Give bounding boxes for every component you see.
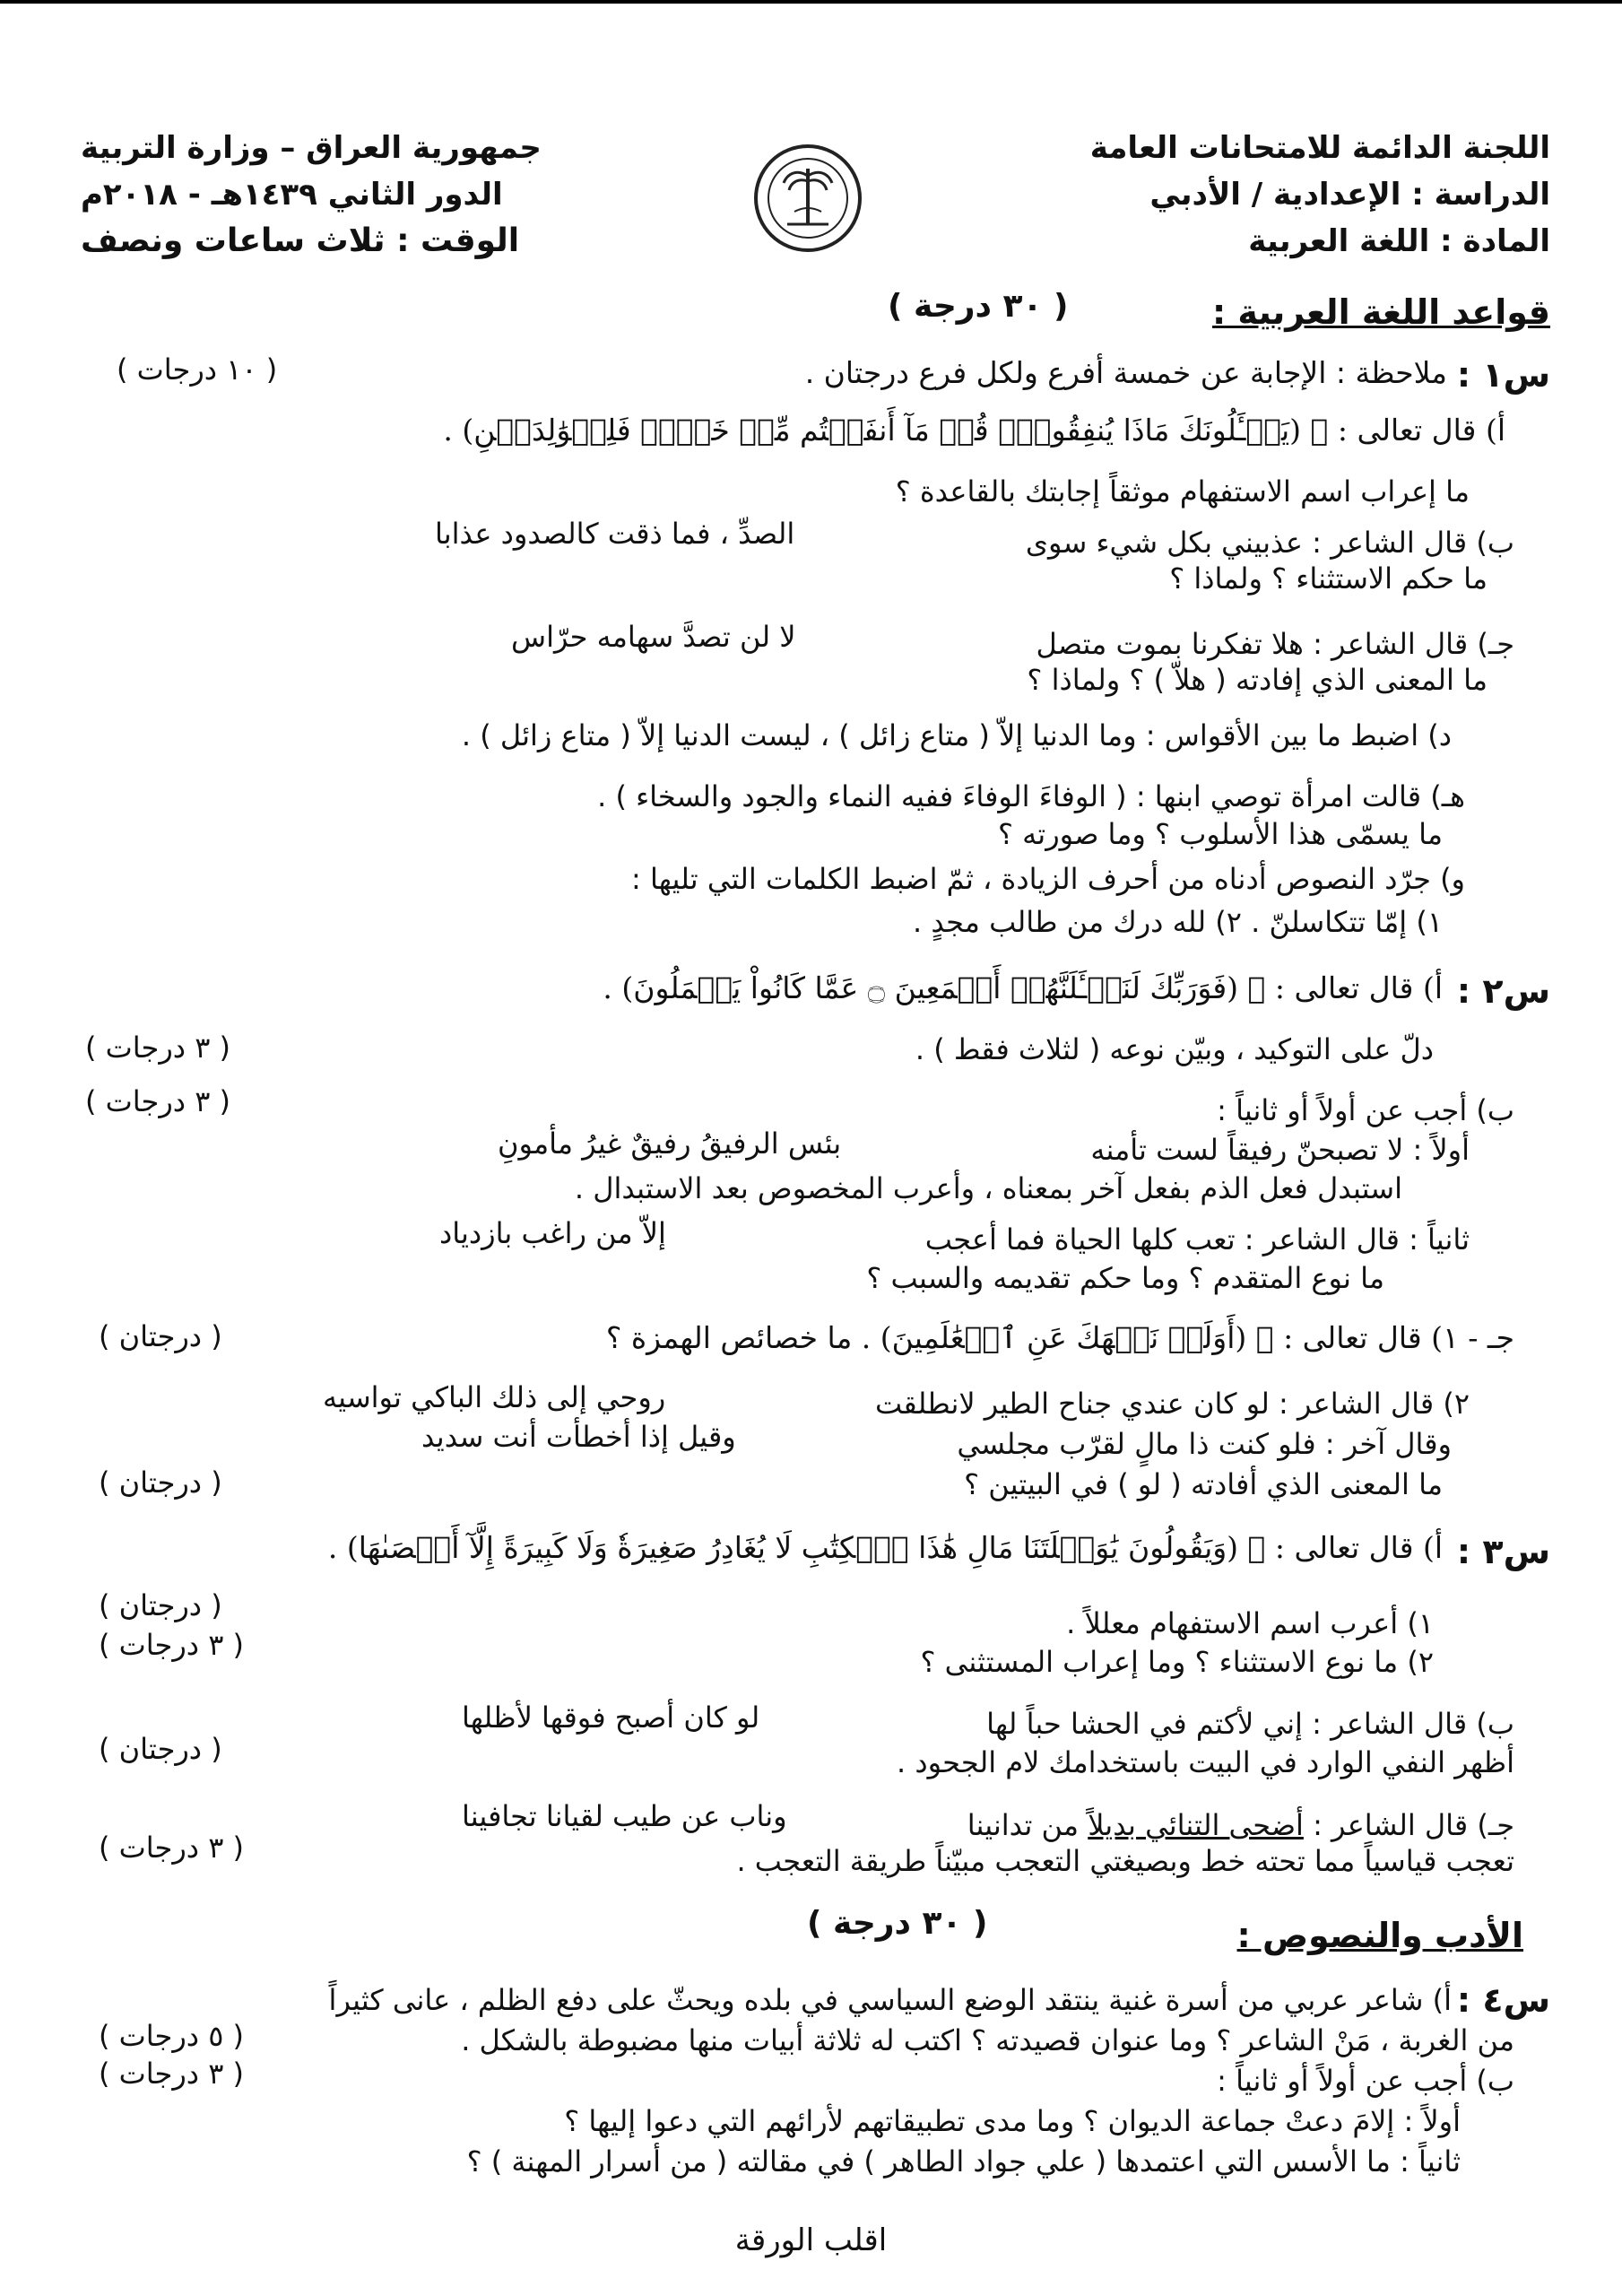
q1-e-text: هـ) قالت امرأة توصي ابنها : ( الوفاءَ الوفاءَ ففيه النماء والجود والسخاء ) . xyxy=(597,779,1465,813)
q3-c-verse xyxy=(967,1807,1514,1843)
q4-a-text: أ) شاعر عربي من أسرة غنية ينتقد الوضع السياسي في بلده ويحثّ على دفع الظلم ، عانى كثيراً xyxy=(328,1983,1452,2017)
q1-a-question: ما إعراب اسم الاستفهام موثقاً إجابتك بالقاعدة ؟ xyxy=(895,474,1470,509)
q3-c-intro: جـ) قال الشاعر : xyxy=(1313,1808,1514,1842)
subject: المادة : اللغة العربية xyxy=(1248,223,1550,259)
q4-label: س٤ : xyxy=(1456,1980,1550,2020)
q1-f-instruction: و) جرّد النصوص أدناه من أحرف الزيادة ، ثمّ اضبط الكلمات التي تليها : xyxy=(631,862,1465,896)
q3-a-verse: أ) قال تعالى : ﷻ (وَيَقُولُونَ يَٰوَيۡلَتَنَا مَالِ هَٰذَا ٱلۡكِتَٰبِ لَا يُغَادِرُ صَغِيرَةٗ وَلَا كَبِيرَةً إِلَّآ أَحۡصَىٰهَا) . xyxy=(327,1530,1443,1565)
ministry-seal-icon xyxy=(751,142,864,255)
committee-name: اللجنة الدائمة للامتحانات العامة xyxy=(1089,130,1550,166)
section-grammar-title: قواعد اللغة العربية : xyxy=(1211,292,1550,332)
turn-page-note: اقلب الورقة xyxy=(734,2222,888,2258)
q2-b-marks: ( ٣ درجات ) xyxy=(85,1084,231,1118)
q1-b-verse-first: ب) قال الشاعر : عذبيني بكل شيء سوى xyxy=(1025,526,1514,560)
q2-a-verse: أ) قال تعالى : ﷻ (فَوَرَبِّكَ لَنَسۡـَٔلَنَّهُمۡ أَجۡمَعِينَ ۝ عَمَّا كَانُواْ يَعۡمَلُونَ) . xyxy=(603,970,1443,1005)
q4-b-first: أولاً : إلامَ دعتْ جماعة الديوان ؟ وما مدى تطبيقاتهم لأرائهم التي دعوا إليها ؟ xyxy=(564,2104,1461,2138)
q2-c4-question: ما المعنى الذي أفادته ( لو ) في البيتين ؟ xyxy=(964,1467,1443,1501)
q1-b-question: ما حكم الاستثناء ؟ ولماذا ؟ xyxy=(1169,561,1488,596)
q1-a-verse: أ) قال تعالى : ﷻ (يَسۡـَٔلُونَكَ مَاذَا يُنفِقُونَۖ قُلۡ مَآ أَنفَقۡتُم مِّنۡ خَيۡرٖ فَلِلۡوَٰلِدَيۡنِ) . xyxy=(443,413,1505,448)
q1-marks: ( ١٠ درجات ) xyxy=(117,352,278,387)
q3-a1-marks: ( درجتان ) xyxy=(99,1588,222,1622)
q2-b-first-verse: أولاً : لا تصبحنّ رفيقاً لست تأمنه xyxy=(1090,1133,1470,1167)
section-literature-title: الأدب والنصوص : xyxy=(1236,1916,1523,1955)
q1-note: ملاحظة : الإجابة عن خمسة أفرع ولكل فرع درجتان . xyxy=(804,355,1447,390)
q3-c-marks: ( ٣ درجات ) xyxy=(99,1831,245,1865)
q3-b-verse-second: لو كان أصبح فوقها لأظلها xyxy=(462,1700,760,1735)
q4-b-instruction: ب) أجب عن أولاً أو ثانياً : xyxy=(1217,2064,1514,2098)
q1-c-verse-second: لا لن تصدَّ سهامه حرّاس xyxy=(511,620,796,654)
q4-a-marks: ( ٥ درجات ) xyxy=(99,2019,245,2053)
q2-b-second-verse: ثانياً : قال الشاعر : تعب كلها الحياة فما أعجب xyxy=(924,1222,1470,1257)
q1-f-items: ١) إمّا تتكاسلنّ . ٢) لله درك من طالب مجدٍ . xyxy=(913,905,1443,939)
exam-time: الوقت : ثلاث ساعات ونصف xyxy=(81,222,520,259)
q2-c3-verse: وقال آخر : فلو كنت ذا مالٍ لقرّب مجلسي xyxy=(957,1427,1452,1461)
q1-c-verse-first: جـ) قال الشاعر : هلا تفكرنا بموت متصل xyxy=(1036,627,1514,661)
q3-c-rest: من تدانينا xyxy=(967,1808,1080,1842)
q4-b-second: ثانياً : ما الأسس التي اعتمدها ( علي جواد الطاهر ) في مقالته ( من أسرار المهنة ) ؟ xyxy=(466,2144,1461,2179)
q2-a-marks: ( ٣ درجات ) xyxy=(85,1031,231,1065)
exam-round: الدور الثاني ١٤٣٩هـ - ٢٠١٨م xyxy=(81,177,503,213)
q3-b-verse: ب) قال الشاعر : إني لأكتم في الحشا حباً لها xyxy=(986,1707,1514,1741)
q2-c1-marks: ( درجتان ) xyxy=(99,1319,222,1353)
q4-b-marks: ( ٣ درجات ) xyxy=(99,2057,245,2091)
section-grammar-marks: ( ٣٠ درجة ) xyxy=(888,288,1069,325)
q2-c2-verse: ٢) قال الشاعر : لو كان عندي جناح الطير لانطلقت xyxy=(875,1387,1470,1421)
q1-label: س١ : xyxy=(1456,355,1550,395)
q2-c3-verse-second: وقيل إذا أخطأت أنت سديد xyxy=(421,1420,736,1454)
section-literature-marks: ( ٣٠ درجة ) xyxy=(807,1905,988,1942)
q2-c1: جـ - ١) قال تعالى : ﷻ (أَوَلَمۡ نَنۡهَكَ عَنِ ٱلۡعَٰلَمِينَ) . ما خصائص الهمزة ؟ xyxy=(605,1320,1514,1355)
q1-e-question: ما يسمّى هذا الأسلوب ؟ وما صورته ؟ xyxy=(997,817,1443,851)
q2-c2-verse-second: روحي إلى ذلك الباكي تواسيه xyxy=(323,1380,666,1414)
q4-a-question: من الغربة ، مَنْ الشاعر ؟ وما عنوان قصيدته ؟ اكتب له ثلاثة أبيات منها مضبوطة بالشكل . xyxy=(461,2023,1514,2057)
q2-b-instruction: ب) أجب عن أولاً أو ثانياً : xyxy=(1217,1093,1514,1127)
q2-b-first-verse-second: بئس الرفيقُ رفيقٌ غيرُ مأمونِ xyxy=(498,1126,842,1161)
q3-a1-question: ١) أعرب اسم الاستفهام معللاً . xyxy=(1066,1606,1434,1640)
q3-a2-question: ٢) ما نوع الاستثناء ؟ وما إعراب المستثنى ؟ xyxy=(920,1645,1434,1679)
q3-c-question: تعجب قياسياً مما تحته خط وبصيغتي التعجب مبيّناً طريقة التعجب . xyxy=(736,1844,1514,1878)
q2-b-second-verse-second: إلاّ من راغب بازدياد xyxy=(439,1216,666,1250)
q3-b-question: أظهر النفي الوارد في البيت باستخدامك لام الجحود . xyxy=(897,1745,1514,1779)
study-branch: الدراسة : الإعدادية / الأدبي xyxy=(1149,177,1550,213)
q2-b-second-question: ما نوع المتقدم ؟ وما حكم تقديمه والسبب ؟ xyxy=(866,1261,1384,1295)
q2-label: س٢ : xyxy=(1456,971,1550,1011)
q2-b-first-question: استبدل فعل الذم بفعل آخر بمعناه ، وأعرب المخصوص بعد الاستبدال . xyxy=(574,1171,1402,1205)
q2-c4-marks: ( درجتان ) xyxy=(99,1465,222,1500)
q3-label: س٣ : xyxy=(1456,1532,1550,1571)
q2-a-question: دلّ على التوكيد ، وبيّن نوعه ( لثلاث فقط ) . xyxy=(915,1032,1434,1066)
q3-b-marks: ( درجتان ) xyxy=(99,1732,222,1766)
q3-a2-marks: ( ٣ درجات ) xyxy=(99,1628,245,1662)
q1-d: د) اضبط ما بين الأقواس : وما الدنيا إلاّ ( متاع زائل ) ، ليست الدنيا إلاّ ( متاع زائل ) . xyxy=(461,718,1452,752)
republic-ministry: جمهورية العراق – وزارة التربية xyxy=(81,130,542,166)
q1-b-verse-second: الصدِّ ، فما ذقت كالصدود عذابا xyxy=(435,517,795,551)
q1-c-question: ما المعنى الذي إفادته ( هلاّ ) ؟ ولماذا ؟ xyxy=(1027,663,1488,697)
top-border xyxy=(0,0,1622,4)
q3-c-verse-second: وناب عن طيب لقيانا تجافينا xyxy=(462,1799,787,1833)
q3-c-underlined: أضحى التنائي بديلاً xyxy=(1088,1808,1304,1842)
